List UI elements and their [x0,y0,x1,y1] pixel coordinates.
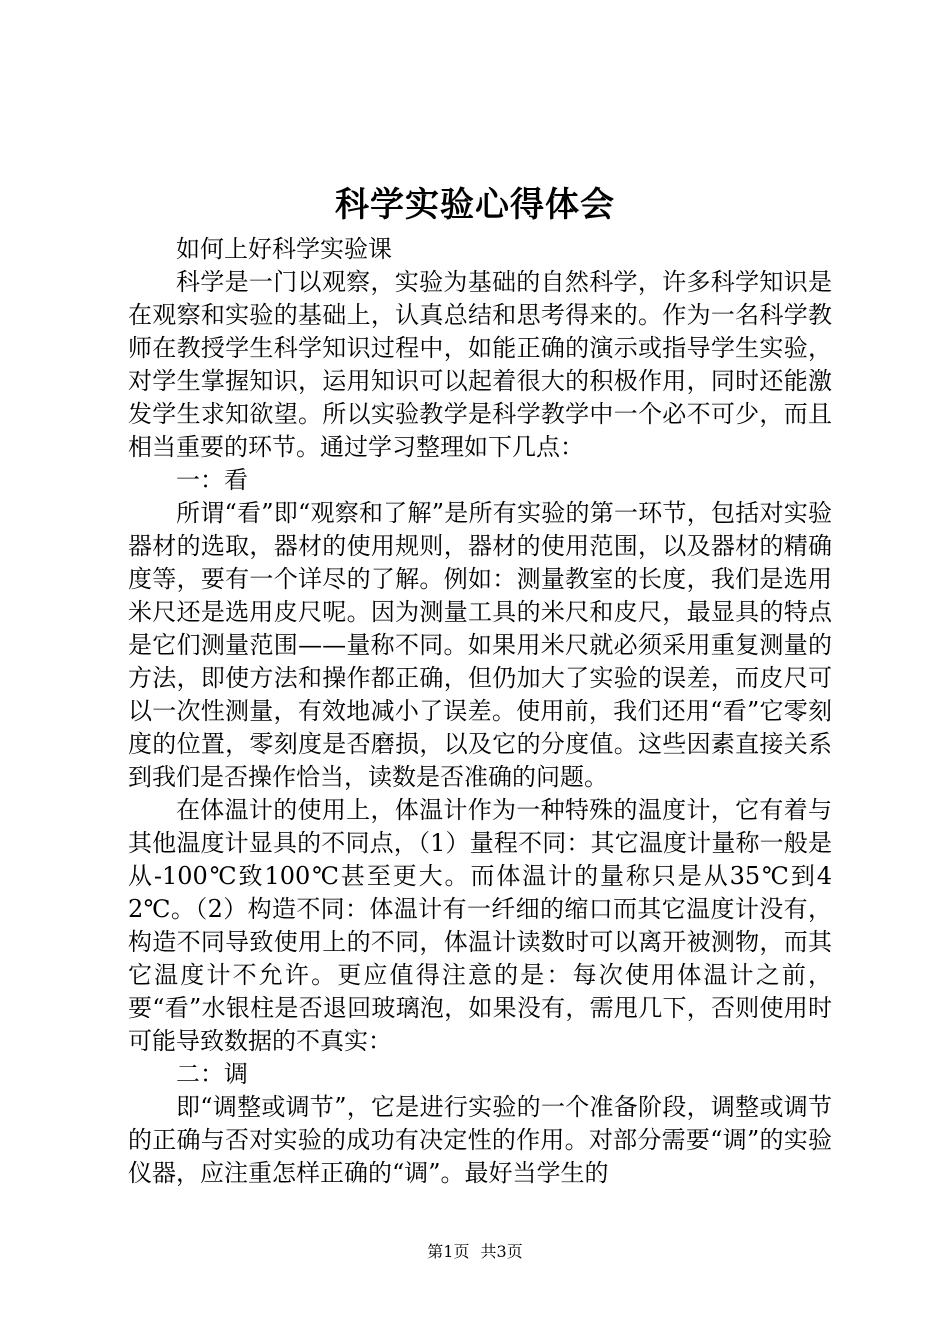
document-body [128,233,832,1190]
page-footer [0,1241,950,1263]
total-pages: 共3页 [480,1242,523,1261]
section-heading-adjust: 二：调 [176,1060,248,1088]
section-heading-look: 一：看 [176,466,248,494]
section1-paragraph-1: 所谓“看”即“观察和了解”是所有实验的第一环节，包括对实验器材的选取，器材的使用规则，器材的使用范围，以及器材的精确度等，要有一个详尽的了解。例如：测量教室的长度，我们是选用米尺还是选用皮尺呢。因为测量工具的米尺和皮尺，最显具的特点是它们测量范围——量称不同。如果用米尺就必须采用重复测量的方法，即使方法和操作都正确，但仍加大了实验的误差，而皮尺可以一次性测量，有效地减小了误差。使用前，我们还用“看”它零刻度的位置，零刻度是否磨损，以及它的分度值。这些因素直接关系到我们是否操作恰当，读数是否准确的问题。 [128,499,832,791]
document-title: 科学实验心得体会 [335,185,615,225]
intro-paragraph: 科学是一门以观察，实验为基础的自然科学，许多科学知识是在观察和实验的基础上，认真总结和思考得来的。作为一名科学教师在教授学生科学知识过程中，如能正确的演示或指导学生实验，对学生掌握知识，运用知识可以起着很大的积极作用，同时还能激发学生求知欲望。所以实验教学是科学教学中一个必不可少，而且相当重要的环节。通过学习整理如下几点： [128,268,832,461]
document-subtitle: 如何上好科学实验课 [176,235,392,263]
section2-paragraph-1: 即“调整或调节”，它是进行实验的一个准备阶段，调整或调节的正确与否对实验的成功有决定性的作用。对部分需要“调”的实验仪器，应注重怎样正确的“调”。最好当学生的 [128,1093,832,1187]
page-number: 第1页 [427,1242,470,1261]
section1-paragraph-2: 在体温计的使用上，体温计作为一种特殊的温度计，它有着与其他温度计显具的不同点，（1）量程不同：其它温度计量称一般是从-100℃致100℃甚至更大。而体温计的量称只是从35℃到42℃。（2）构造不同：体温计有一纤细的缩口而其它温度计没有，构造不同导致使用上的不同，体温计读数时可以离开被测物，而其它温度计不允许。更应值得注意的是：每次使用体温计之前，要“看”水银柱是否退回玻璃泡，如果没有，需甩几下，否则使用时可能导致数据的不真实： [128,796,832,1055]
